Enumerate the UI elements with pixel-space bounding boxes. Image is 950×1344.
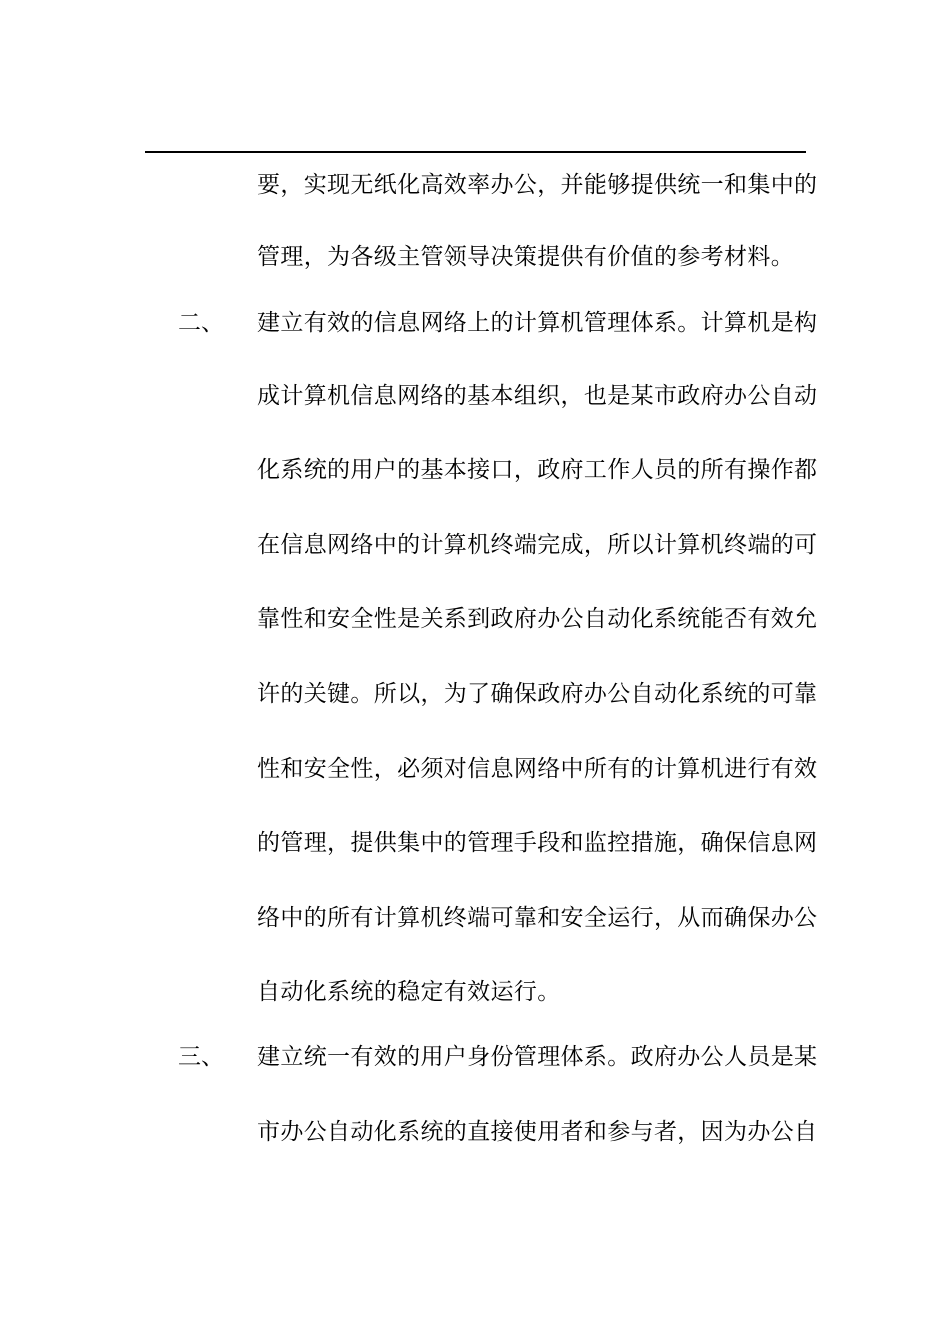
text-line: 靠性和安全性是关系到政府办公自动化系统能否有效允 bbox=[257, 606, 818, 632]
text-line: 建立统一有效的用户身份管理体系。政府办公人员是某 bbox=[257, 1044, 818, 1070]
text-line: 市办公自动化系统的直接使用者和参与者，因为办公自 bbox=[257, 1119, 818, 1145]
item-marker: 二、 bbox=[178, 310, 224, 336]
header-rule bbox=[145, 151, 806, 153]
text-line: 化系统的用户的基本接口，政府工作人员的所有操作都 bbox=[257, 457, 818, 483]
text-line: 建立有效的信息网络上的计算机管理体系。计算机是构 bbox=[257, 310, 818, 336]
text-line: 许的关键。所以，为了确保政府办公自动化系统的可靠 bbox=[257, 681, 818, 707]
text-line: 成计算机信息网络的基本组织，也是某市政府办公自动 bbox=[257, 383, 818, 409]
item-marker: 三、 bbox=[178, 1044, 224, 1070]
text-line: 自动化系统的稳定有效运行。 bbox=[257, 979, 561, 1005]
text-line: 在信息网络中的计算机终端完成，所以计算机终端的可 bbox=[257, 532, 818, 558]
text-line: 的管理，提供集中的管理手段和监控措施，确保信息网 bbox=[257, 830, 818, 856]
text-line: 络中的所有计算机终端可靠和安全运行，从而确保办公 bbox=[257, 905, 818, 931]
text-line: 管理，为各级主管领导决策提供有价值的参考材料。 bbox=[257, 244, 795, 270]
text-line: 性和安全性，必须对信息网络中所有的计算机进行有效 bbox=[257, 756, 818, 782]
text-line: 要，实现无纸化高效率办公，并能够提供统一和集中的 bbox=[257, 172, 818, 198]
